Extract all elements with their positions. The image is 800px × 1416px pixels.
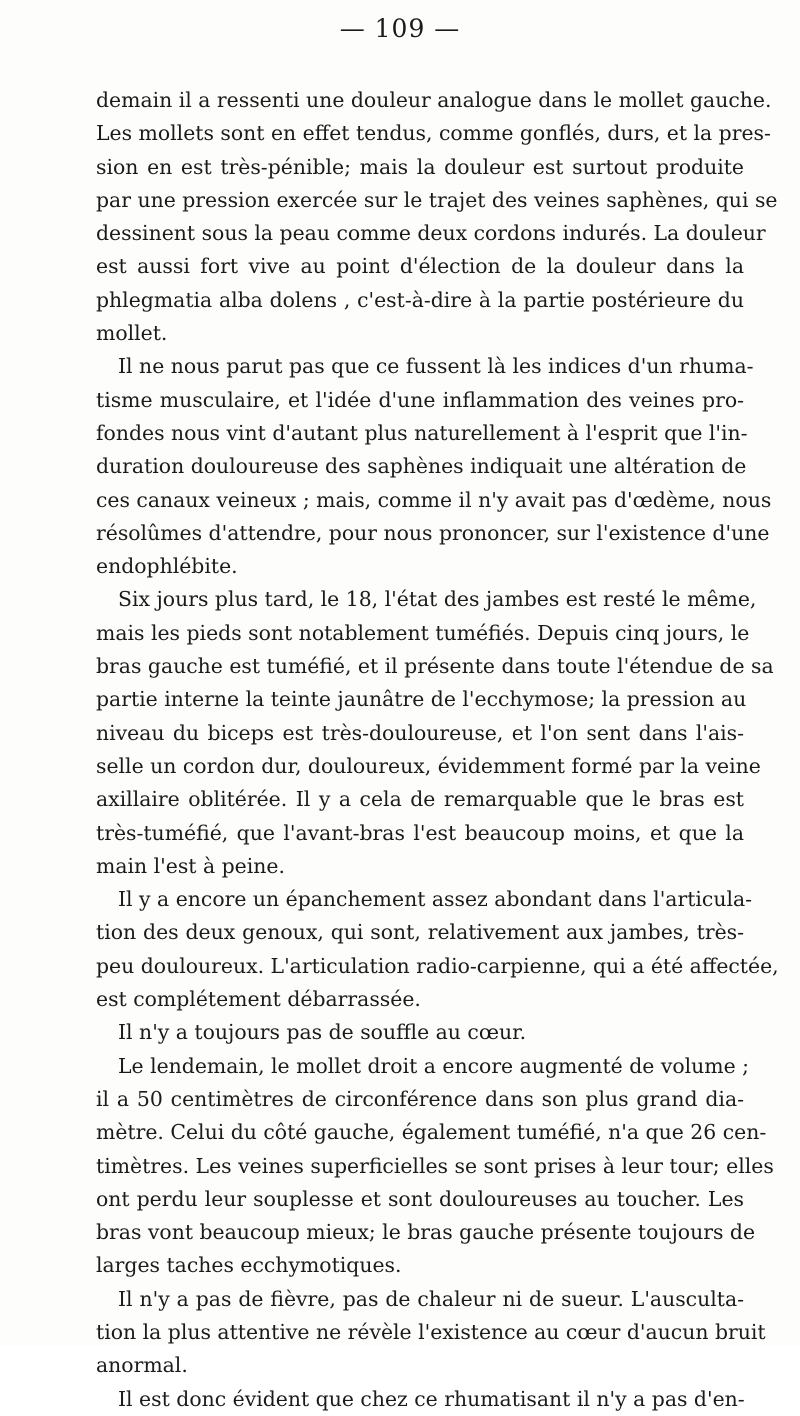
text-line: sion en est très-pénible; mais la douleur est surtout produite	[96, 154, 744, 179]
text-line: tisme musculaire, et l'idée d'une inflammation des veines pro-	[96, 387, 744, 412]
text-line: duration douloureuse des saphènes indiquait une altération de	[96, 454, 747, 479]
text-line: niveau du biceps est très-douloureuse, et l'on sent dans l'ais-	[96, 720, 744, 745]
text-line: bras vont beaucoup mieux; le bras gauche présente toujours de	[96, 1220, 756, 1245]
text-line: Il ne nous parut pas que ce fussent là les indices d'un rhuma-	[118, 354, 754, 379]
text-line: résolûmes d'attendre, pour nous prononcer, sur l'existence d'une	[96, 520, 770, 545]
text-line: partie interne la teinte jaunâtre de l'ecchymose; la pression au	[96, 687, 747, 712]
text-line: Les mollets sont en effet tendus, comme gonflés, durs, et la pres-	[96, 121, 771, 146]
text-line: axillaire oblitérée. Il y a cela de remarquable que le bras est	[96, 787, 744, 812]
text-line: larges taches ecchymotiques.	[96, 1253, 402, 1278]
text-line: Il n'y a pas de fièvre, pas de chaleur ni de sueur. L'ausculta-	[118, 1286, 744, 1311]
text-line: timètres. Les veines superficielles se sont prises à leur tour; elles	[96, 1153, 774, 1178]
text-line: endophlébite.	[96, 554, 238, 579]
text-line: Il n'y a toujours pas de souffle au cœur.	[118, 1020, 527, 1045]
text-line: fondes nous vint d'autant plus naturellement à l'esprit que l'in-	[96, 420, 748, 445]
page-number: — 109 —	[339, 14, 461, 43]
text-line: par une pression exercée sur le trajet des veines saphènes, qui se	[96, 187, 778, 212]
text-line: dessinent sous la peau comme deux cordons indurés. La douleur	[96, 221, 766, 246]
text-line: selle un cordon dur, douloureux, évidemment formé par la veine	[96, 753, 761, 778]
text-line: tion la plus attentive ne révèle l'existence au cœur d'aucun bruit	[96, 1319, 766, 1344]
text-line: anormal.	[96, 1353, 188, 1378]
text-line: ont perdu leur souplesse et sont douloureuses au toucher. Les	[96, 1186, 744, 1211]
text-line: mollet.	[96, 321, 168, 346]
body-text	[96, 84, 779, 1416]
text-line: bras gauche est tuméfié, et il présente dans toute l'étendue de sa	[96, 654, 774, 679]
text-line: ces canaux veineux ; mais, comme il n'y avait pas d'œdème, nous	[96, 487, 772, 512]
text-line: est aussi fort vive au point d'élection de la douleur dans la	[96, 254, 744, 279]
text-line: très-tuméfié, que l'avant-bras l'est beaucoup moins, et que la	[96, 820, 744, 845]
text-line: tion des deux genoux, qui sont, relativement aux jambes, très-	[96, 920, 744, 945]
text-line: Il est donc évident que chez ce rhumatisant il n'y a pas d'en-	[118, 1386, 745, 1411]
text-line: est complétement débarrassée.	[96, 987, 421, 1012]
text-line: mètre. Celui du côté gauche, également tuméfié, n'a que 26 cen-	[96, 1120, 767, 1145]
text-line: demain il a ressenti une douleur analogue dans le mollet gauche.	[96, 88, 772, 112]
text-line: Le lendemain, le mollet droit a encore augmenté de volume ;	[118, 1053, 750, 1078]
text-line: phlegmatia alba dolens , c'est-à-dire à la partie postérieure du	[96, 287, 744, 312]
text-line: mais les pieds sont notablement tuméfiés. Depuis cinq jours, le	[96, 620, 750, 645]
text-line: Il y a encore un épanchement assez abondant dans l'articula-	[118, 887, 753, 912]
text-line: il a 50 centimètres de circonférence dans son plus grand dia-	[96, 1086, 744, 1111]
text-line: main l'est à peine.	[96, 853, 285, 878]
text-line: peu douloureux. L'articulation radio-carpienne, qui a été affectée,	[96, 953, 779, 978]
text-line: Six jours plus tard, le 18, l'état des jambes est resté le même,	[118, 587, 757, 612]
